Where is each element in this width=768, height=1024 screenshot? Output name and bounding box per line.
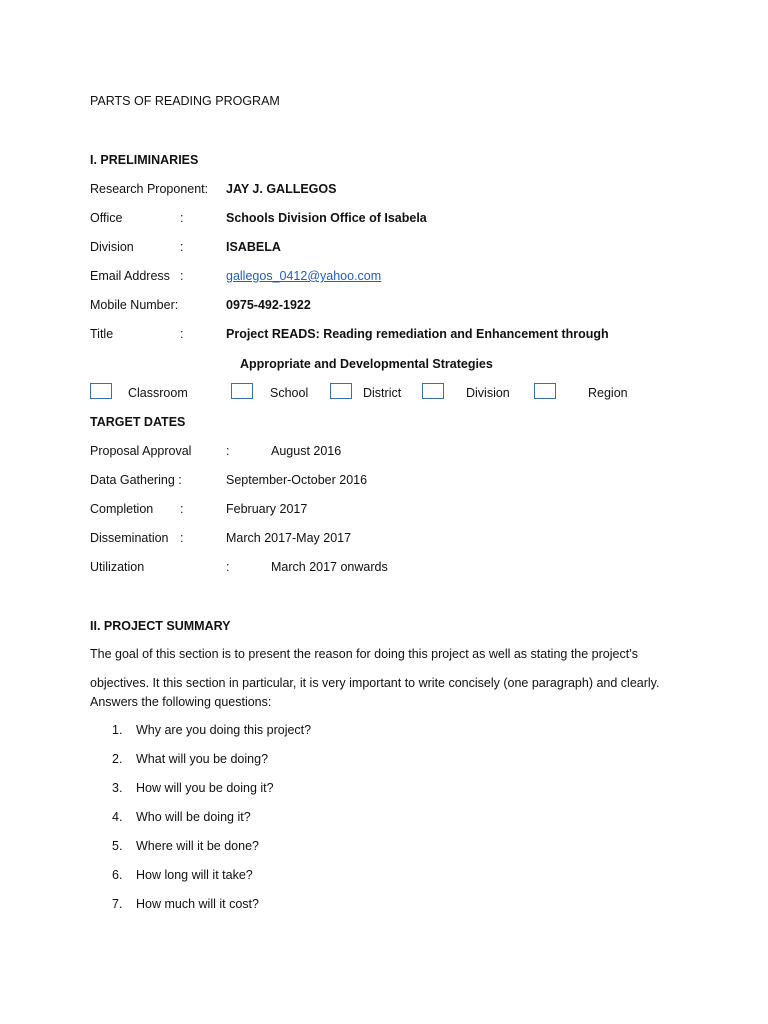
list-item-text: Why are you doing this project? [136, 723, 312, 737]
division-value: ISABELA [226, 240, 281, 254]
school-label: School [270, 386, 309, 400]
list-item-number: 3. [112, 781, 123, 795]
dissemination-colon: : [180, 531, 184, 545]
list-item-number: 6. [112, 868, 123, 882]
region-label: Region [588, 386, 628, 400]
utilization-colon: : [226, 560, 230, 574]
title-label: Title [90, 327, 114, 341]
data-gathering-value: September-October 2016 [226, 473, 368, 487]
list-item-text: Who will be doing it? [136, 810, 251, 824]
classroom-label: Classroom [128, 386, 188, 400]
division-checkbox[interactable] [422, 383, 444, 399]
completion-colon: : [180, 502, 184, 516]
email-colon: : [180, 269, 184, 283]
proposal-approval-colon: : [226, 444, 230, 458]
target-dates-heading: TARGET DATES [90, 415, 186, 429]
utilization-label: Utilization [90, 560, 145, 574]
region-checkbox[interactable] [534, 383, 556, 399]
list-item-number: 4. [112, 810, 123, 824]
list-item-number: 1. [112, 723, 123, 737]
mobile-label: Mobile Number: [90, 298, 179, 312]
section-preliminaries-heading: I. PRELIMINARIES [90, 153, 199, 167]
completion-value: February 2017 [226, 502, 308, 516]
utilization-value: March 2017 onwards [271, 560, 388, 574]
division-colon: : [180, 240, 184, 254]
classroom-checkbox[interactable] [90, 383, 112, 399]
list-item-text: How long will it take? [136, 868, 253, 882]
list-item-text: How much will it cost? [136, 897, 259, 911]
proponent-label: Research Proponent: [90, 182, 209, 196]
list-item-text: What will you be doing? [136, 752, 269, 766]
list-item-text: Where will it be done? [136, 839, 259, 853]
list-item-text: How will you be doing it? [136, 781, 274, 795]
school-checkbox[interactable] [231, 383, 253, 399]
completion-label: Completion [90, 502, 154, 516]
proposal-approval-label: Proposal Approval [90, 444, 192, 458]
summary-paragraph: The goal of this section is to present the reason for doing this project as well as stating the project’s objectives. It this section in particular, it is very important to write concisely (one paragraph) and clearly. [90, 647, 660, 690]
office-colon: : [180, 211, 184, 225]
dissemination-value: March 2017-May 2017 [226, 531, 352, 545]
title-value-line2: Appropriate and Developmental Strategies [240, 357, 493, 371]
mobile-value: 0975-492-1922 [226, 298, 311, 312]
division-level-label: Division [466, 386, 510, 400]
office-value: Schools Division Office of Isabela [226, 211, 427, 225]
answers-intro: Answers the following questions: [90, 695, 272, 709]
email-label: Email Address [90, 269, 170, 283]
dissemination-label: Dissemination [90, 531, 169, 545]
district-label: District [363, 386, 402, 400]
list-item-number: 7. [112, 897, 123, 911]
proponent-value: JAY J. GALLEGOS [226, 182, 337, 196]
title-value-line1: Project READS: Reading remediation and Enhancement through [226, 327, 609, 341]
email-link[interactable]: gallegos_0412@yahoo.com [226, 269, 382, 283]
division-label: Division [90, 240, 134, 254]
data-gathering-label: Data Gathering : [90, 473, 182, 487]
office-label: Office [90, 211, 123, 225]
title-colon: : [180, 327, 184, 341]
list-item-number: 5. [112, 839, 123, 853]
proposal-approval-value: August 2016 [271, 444, 342, 458]
list-item-number: 2. [112, 752, 123, 766]
district-checkbox[interactable] [330, 383, 352, 399]
section-project-summary-heading: II. PROJECT SUMMARY [90, 619, 231, 633]
document-title: PARTS OF READING PROGRAM [90, 94, 280, 108]
